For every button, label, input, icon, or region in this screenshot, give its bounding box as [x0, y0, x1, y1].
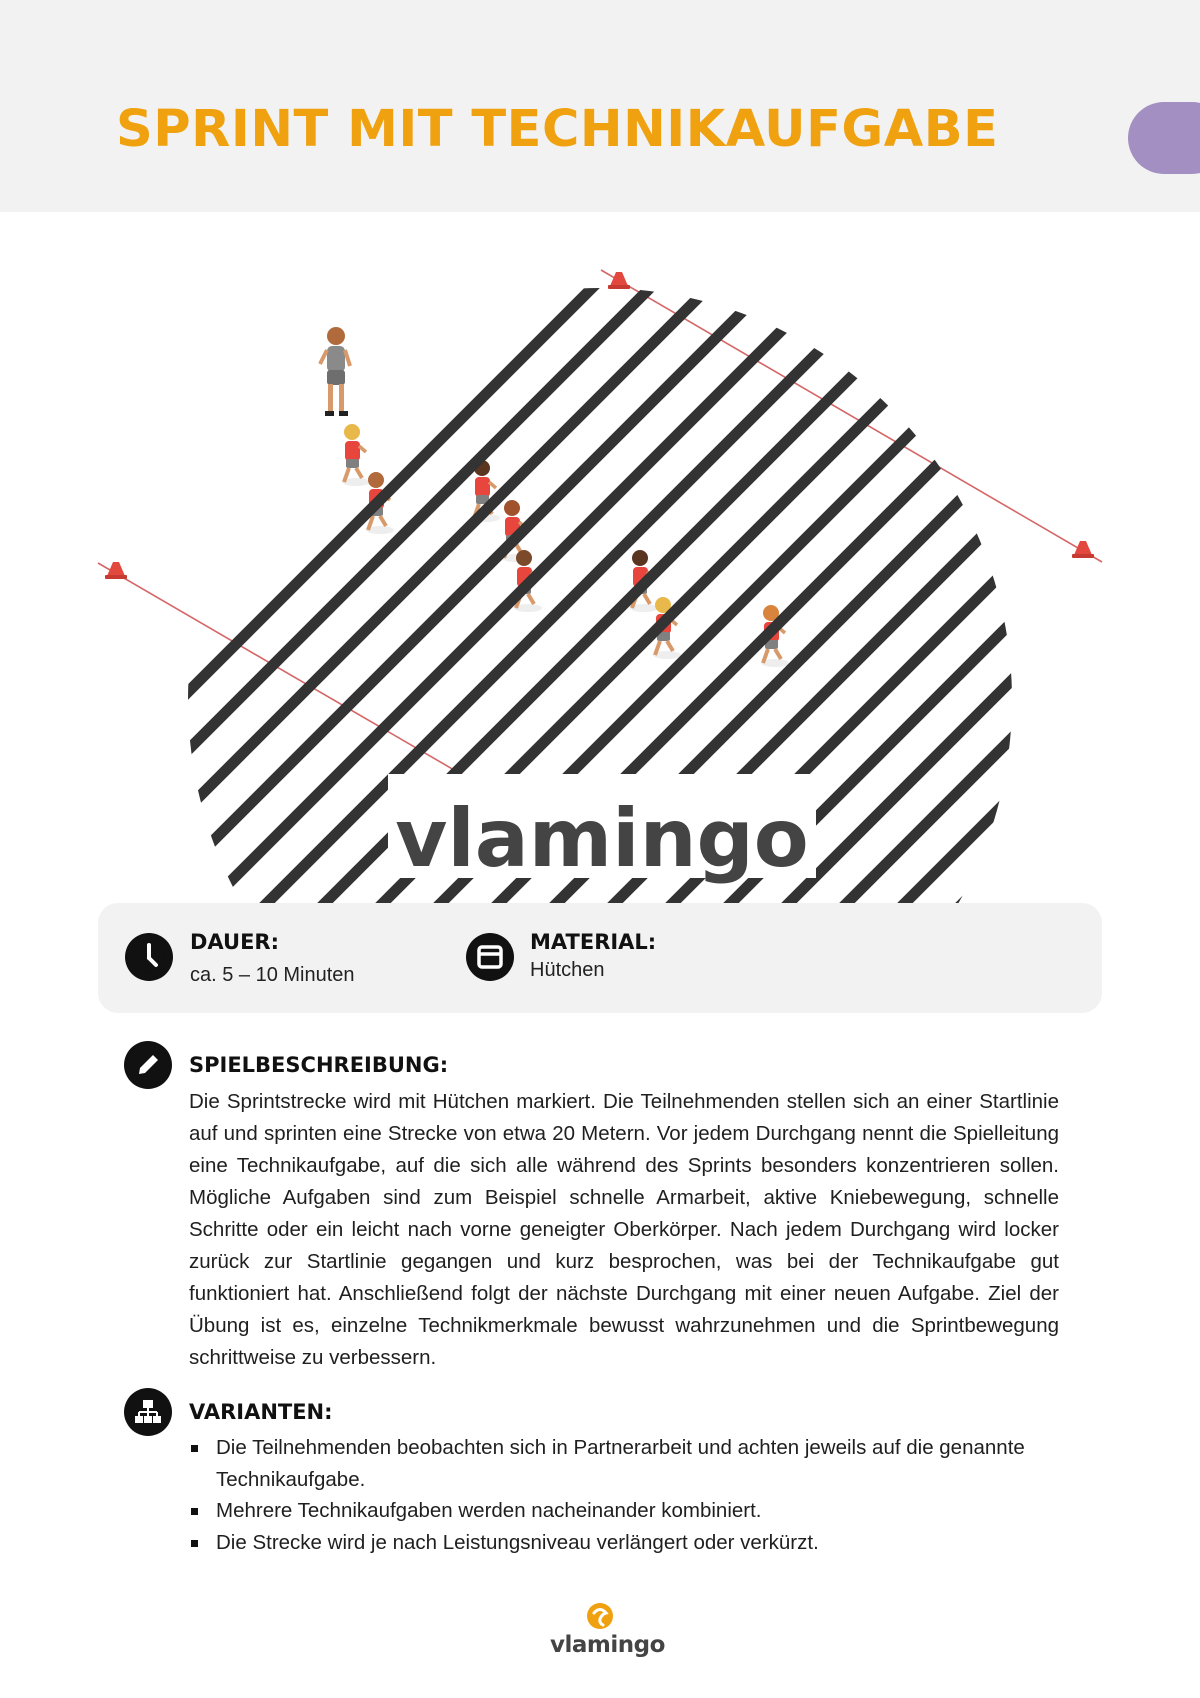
page-title: SPRINT MIT TECHNIKAUFGABE	[116, 100, 999, 159]
material-value: Hütchen	[530, 959, 605, 981]
hatch-stripe	[1146, 212, 1200, 912]
duration-value: ca. 5 – 10 Minuten	[190, 964, 355, 986]
info-box	[98, 903, 1102, 1013]
duration-label: DAUER:	[190, 930, 280, 954]
cone-icon	[608, 272, 630, 289]
footer-brand: vlamingo	[550, 1632, 665, 1658]
description-text: Die Sprintstrecke wird mit Hütchen markiert. Die Teilnehmenden stellen sich an einer Startlinie auf und sprinten eine Strecke von etwa 20 Metern. Vor jedem Durchgang nennt die Spielleitung eine Technikaufgabe, auf die sich alle während des Sprints besonders konzentrieren sollen. Mögliche Aufgaben sind zum Beispiel schnelle Armarbeit, aktive Kniebewegung, schnelle Schritte oder ein leicht nach vorne geneigter Oberkörper. Nach jedem Durchgang wird locker zurück zur Startlinie gegangen und kurz besprochen, was bei der Technikaufgabe gut funktioniert hat. Anschließend folgt der nächste Durchgang mit einer neuen Aufgabe. Ziel der Übung ist es, einzelne Technikmerkmale bewusst wahrzunehmen und die Sprintbewegung schrittweise zu verbessern.	[189, 1090, 1059, 1369]
clock-icon	[125, 933, 173, 981]
cone-icon	[1072, 541, 1094, 558]
hierarchy-icon	[124, 1388, 172, 1436]
list-item: Die Teilnehmenden beobachten sich in Partnerarbeit und achten jeweils auf die genannte Technikaufgabe.	[189, 1432, 1059, 1495]
watermark-logo: vlamingo	[395, 792, 809, 885]
cone-icon	[105, 562, 127, 579]
side-tab	[1128, 102, 1200, 174]
list-item: Mehrere Technikaufgaben werden nacheinander kombiniert.	[189, 1495, 1059, 1527]
hatch-stripe	[972, 212, 1200, 912]
hatch-stripe	[856, 212, 1200, 912]
list-item: Die Strecke wird je nach Leistungsniveau verlängert oder verkürzt.	[189, 1527, 1059, 1559]
pencil-icon	[124, 1041, 172, 1089]
hatch-stripe	[1088, 212, 1200, 912]
hatch-stripe	[1030, 212, 1200, 912]
description-label: SPIELBESCHREIBUNG:	[189, 1053, 449, 1077]
header-bar	[0, 0, 1200, 212]
calendar-icon	[466, 933, 514, 981]
hatch-stripe	[798, 212, 1200, 912]
variants-label: VARIANTEN:	[189, 1400, 333, 1424]
illustration	[0, 212, 1200, 912]
variants-list	[189, 1432, 1059, 1558]
runner-figure	[342, 424, 370, 486]
material-label: MATERIAL:	[530, 930, 657, 954]
coach-figure	[320, 327, 350, 416]
